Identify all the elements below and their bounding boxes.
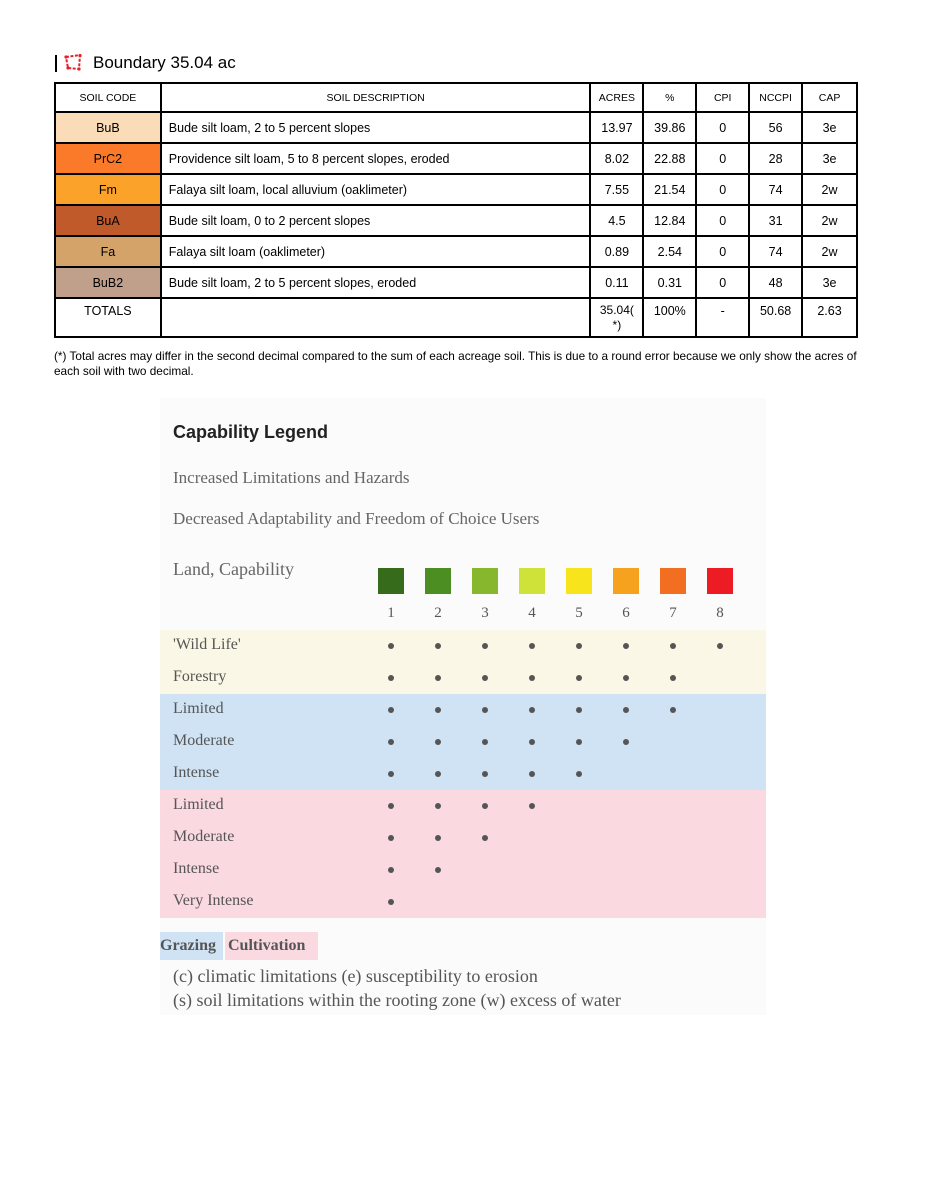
- limitations-note-1: (c) climatic limitations (e) susceptibility to erosion: [173, 966, 538, 986]
- capability-dot: [388, 867, 394, 873]
- legend-adaptability-line: Decreased Adaptability and Freedom of Choice Users: [173, 509, 540, 528]
- col-header-percent: %: [643, 83, 696, 112]
- soil-table: [54, 82, 858, 338]
- capability-legend: [160, 398, 766, 1015]
- land-use-row-grazing: [160, 726, 766, 758]
- capability-class-number: 1: [387, 605, 395, 621]
- totals-acres-line2: *): [612, 318, 622, 332]
- cultivation-key: Cultivation: [225, 932, 318, 960]
- capability-class-swatch: [425, 568, 451, 594]
- soil-code-cell: BuB2: [55, 267, 161, 298]
- capability-dot: [670, 675, 676, 681]
- totals-cpi: -: [696, 298, 749, 337]
- boundary-title: Boundary 35.04 ac: [93, 53, 236, 72]
- capability-dot: [435, 707, 441, 713]
- totals-description: [161, 298, 591, 337]
- capability-dot: [435, 643, 441, 649]
- col-header-cpi: CPI: [696, 83, 749, 112]
- legend-limitations-line: Increased Limitations and Hazards: [173, 468, 410, 487]
- totals-nccpi: 50.68: [749, 298, 802, 337]
- cap-cell: 3e: [802, 267, 857, 298]
- land-use-label: Limited: [173, 796, 224, 813]
- land-use-row-cultivation: [160, 790, 766, 822]
- col-header-nccpi: NCCPI: [749, 83, 802, 112]
- capability-dot: [388, 675, 394, 681]
- table-row: [55, 236, 857, 267]
- capability-dot: [529, 675, 535, 681]
- acres-cell: 8.02: [590, 143, 643, 174]
- header-divider: [55, 55, 57, 72]
- land-use-label: Intense: [173, 860, 220, 877]
- capability-class-swatch: [566, 568, 592, 594]
- land-use-row-grazing: [160, 694, 766, 726]
- capability-class-swatch: [378, 568, 404, 594]
- capability-dot: [435, 771, 441, 777]
- percent-cell: 39.86: [643, 112, 696, 143]
- acres-cell: 13.97: [590, 112, 643, 143]
- nccpi-cell: 56: [749, 112, 802, 143]
- grazing-key: Grazing: [160, 932, 223, 960]
- land-use-label: Moderate: [173, 732, 235, 749]
- capability-class-number: 8: [716, 605, 724, 621]
- capability-dot: [670, 707, 676, 713]
- capability-dot: [623, 675, 629, 681]
- capability-dot: [435, 675, 441, 681]
- acres-cell: 0.11: [590, 267, 643, 298]
- col-header-soil-description: SOIL DESCRIPTION: [161, 83, 591, 112]
- soil-description-cell: Falaya silt loam, local alluvium (oaklimeter): [161, 174, 591, 205]
- percent-cell: 21.54: [643, 174, 696, 205]
- soil-code-cell: Fa: [55, 236, 161, 267]
- capability-dot: [623, 739, 629, 745]
- table-row: [55, 112, 857, 143]
- capability-class-number: 5: [575, 605, 583, 621]
- nccpi-cell: 31: [749, 205, 802, 236]
- capability-dot: [435, 803, 441, 809]
- nccpi-cell: 28: [749, 143, 802, 174]
- acres-cell: 7.55: [590, 174, 643, 205]
- capability-dot: [388, 643, 394, 649]
- capability-dot: [388, 803, 394, 809]
- capability-dot: [435, 835, 441, 841]
- capability-class-number: 7: [669, 605, 677, 621]
- totals-cap: 2.63: [802, 298, 857, 337]
- capability-dot: [623, 707, 629, 713]
- capability-dot: [388, 771, 394, 777]
- nccpi-cell: 74: [749, 236, 802, 267]
- soil-description-cell: Bude silt loam, 2 to 5 percent slopes: [161, 112, 591, 143]
- land-use-label: Forestry: [173, 668, 227, 685]
- nccpi-cell: 74: [749, 174, 802, 205]
- land-use-row-grazing: [160, 758, 766, 790]
- limitations-note-2: (s) soil limitations within the rooting zone (w) excess of water: [173, 990, 621, 1010]
- land-use-label: Intense: [173, 764, 220, 781]
- land-use-label: Moderate: [173, 828, 235, 845]
- land-capability-label: Land, Capability: [173, 559, 294, 579]
- capability-dot: [482, 643, 488, 649]
- capability-class-swatch: [472, 568, 498, 594]
- cap-cell: 2w: [802, 205, 857, 236]
- capability-class-swatch: [660, 568, 686, 594]
- capability-dot: [576, 739, 582, 745]
- cpi-cell: 0: [696, 205, 749, 236]
- cap-cell: 2w: [802, 174, 857, 205]
- capability-dot: [435, 867, 441, 873]
- soil-description-cell: Providence silt loam, 5 to 8 percent slopes, eroded: [161, 143, 591, 174]
- capability-dot: [482, 675, 488, 681]
- totals-acres: [590, 298, 643, 337]
- percent-cell: 22.88: [643, 143, 696, 174]
- cpi-cell: 0: [696, 143, 749, 174]
- table-row: [55, 205, 857, 236]
- capability-dot: [576, 771, 582, 777]
- col-header-cap: CAP: [802, 83, 857, 112]
- totals-acres-line1: 35.04(: [599, 303, 634, 317]
- capability-class-swatch: [707, 568, 733, 594]
- cpi-cell: 0: [696, 236, 749, 267]
- land-use-label: 'Wild Life': [173, 636, 241, 653]
- capability-dot: [388, 739, 394, 745]
- capability-dot: [388, 899, 394, 905]
- land-use-row-wildlife: [160, 630, 766, 662]
- totals-row: [55, 298, 857, 337]
- boundary-polygon-icon: [63, 54, 83, 72]
- capability-dot: [529, 707, 535, 713]
- percent-cell: 0.31: [643, 267, 696, 298]
- capability-dot: [482, 771, 488, 777]
- acres-cell: 0.89: [590, 236, 643, 267]
- land-use-row-cultivation: [160, 822, 766, 854]
- cpi-cell: 0: [696, 174, 749, 205]
- acreage-footnote: (*) Total acres may differ in the second decimal compared to the sum of each acreage soil. This is due to a round error because we only show the acres of each soil with two decimal.: [54, 349, 857, 378]
- capability-dot: [388, 707, 394, 713]
- land-use-label: Limited: [173, 700, 224, 717]
- land-use-row-cultivation: [160, 854, 766, 886]
- table-header-row: [55, 83, 857, 112]
- table-row: [55, 143, 857, 174]
- soil-code-cell: BuB: [55, 112, 161, 143]
- capability-class-number: 2: [434, 605, 442, 621]
- land-use-row-cultivation: [160, 886, 766, 918]
- capability-dot: [576, 643, 582, 649]
- col-header-acres: ACRES: [590, 83, 643, 112]
- capability-dot: [670, 643, 676, 649]
- cap-cell: 2w: [802, 236, 857, 267]
- capability-dot: [435, 739, 441, 745]
- capability-dot: [576, 707, 582, 713]
- col-header-soil-code: SOIL CODE: [55, 83, 161, 112]
- acres-cell: 4.5: [590, 205, 643, 236]
- capability-dot: [529, 643, 535, 649]
- capability-dot: [623, 643, 629, 649]
- capability-dot: [482, 739, 488, 745]
- cap-cell: 3e: [802, 112, 857, 143]
- capability-dot: [388, 835, 394, 841]
- soil-code-cell: Fm: [55, 174, 161, 205]
- capability-dot: [717, 643, 723, 649]
- totals-label: TOTALS: [55, 298, 161, 337]
- soil-code-cell: PrC2: [55, 143, 161, 174]
- capability-class-number: 4: [528, 605, 536, 621]
- capability-dot: [482, 835, 488, 841]
- land-use-label: Very Intense: [173, 892, 254, 909]
- percent-cell: 12.84: [643, 205, 696, 236]
- capability-class-number: 3: [481, 605, 489, 621]
- capability-dot: [482, 707, 488, 713]
- cpi-cell: 0: [696, 267, 749, 298]
- cpi-cell: 0: [696, 112, 749, 143]
- capability-dot: [529, 803, 535, 809]
- totals-percent: 100%: [643, 298, 696, 337]
- capability-dot: [529, 771, 535, 777]
- soil-description-cell: Bude silt loam, 2 to 5 percent slopes, eroded: [161, 267, 591, 298]
- land-use-row-wildlife: [160, 662, 766, 694]
- capability-class-swatch: [519, 568, 545, 594]
- soil-code-cell: BuA: [55, 205, 161, 236]
- nccpi-cell: 48: [749, 267, 802, 298]
- capability-dot: [482, 803, 488, 809]
- capability-dot: [576, 675, 582, 681]
- legend-title: Capability Legend: [173, 422, 329, 442]
- table-row: [55, 267, 857, 298]
- capability-class-swatch: [613, 568, 639, 594]
- cap-cell: 3e: [802, 143, 857, 174]
- soil-description-cell: Bude silt loam, 0 to 2 percent slopes: [161, 205, 591, 236]
- percent-cell: 2.54: [643, 236, 696, 267]
- soil-description-cell: Falaya silt loam (oaklimeter): [161, 236, 591, 267]
- boundary-header: [55, 50, 236, 76]
- table-row: [55, 174, 857, 205]
- capability-dot: [529, 739, 535, 745]
- capability-class-number: 6: [622, 605, 630, 621]
